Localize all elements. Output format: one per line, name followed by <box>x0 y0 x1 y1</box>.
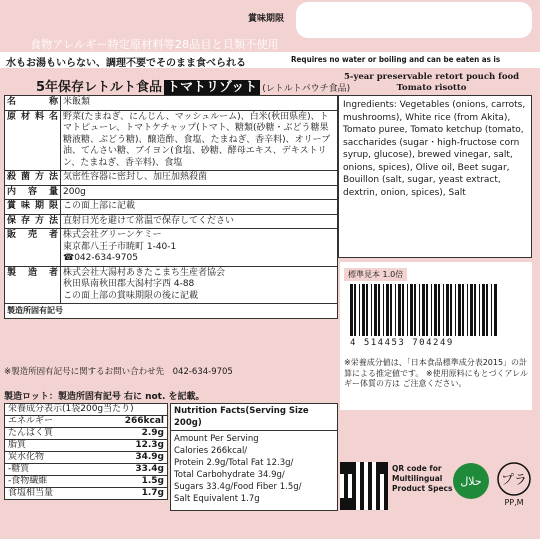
barcode-bar <box>494 284 497 336</box>
qr-module <box>368 502 372 506</box>
qr-module <box>376 490 380 494</box>
nutrition-value: 2.9g <box>91 428 168 440</box>
barcode-bar <box>374 284 377 336</box>
qr-module <box>348 462 352 466</box>
qr-module <box>384 494 388 498</box>
label-key: 販売者 <box>5 229 61 267</box>
ingredients-en: Ingredients: Vegetables (onions, carrots, mushrooms), White rice (from Akita), Tomato puree, Tomato ketchup (tomato, saccharides (sugar・high-fructose corn syrup, glucose), brewed vinegar, salt, onions, spices), Olive oil, Beet sugar, Bouillon (salt, sugar, yeast extract, dextrin, onion, spices), Salt <box>338 95 532 258</box>
allergy-notice: 食物アレルギー特定原材料等28品目と貝類不使用 <box>30 38 279 51</box>
barcode-panel <box>340 262 532 410</box>
qr-module <box>384 462 388 466</box>
qr-module <box>360 470 364 474</box>
qr-module <box>352 482 356 486</box>
qr-module <box>384 502 388 506</box>
label-value: 直射日光を避けて常温で保存してください <box>61 214 338 229</box>
nutrition-key: 食塩相当量 <box>5 488 91 500</box>
barcode-bar <box>443 284 444 336</box>
svg-text:حلال: حلال <box>460 475 482 488</box>
label-value: 気密性容器に密封し、加圧加熱殺菌 <box>61 171 338 186</box>
qr-module <box>344 482 348 486</box>
qr-module <box>344 486 348 490</box>
nutrition-value: 12.3g <box>91 440 168 452</box>
qr-module <box>352 498 356 502</box>
barcode-bar <box>407 284 408 336</box>
qr-module <box>348 498 352 502</box>
barcode-bar <box>450 284 452 336</box>
nutrition-value: 1.7g <box>91 488 168 500</box>
qr-module <box>340 498 344 502</box>
barcode-bar <box>455 284 456 336</box>
barcode-bar <box>486 284 488 336</box>
label-key: 原材料名 <box>5 110 61 171</box>
qr-module <box>348 470 352 474</box>
label-key: 名 称 <box>5 96 61 111</box>
halal-logo-icon <box>452 462 490 500</box>
nutrition-value: 34.9g <box>91 452 168 464</box>
qr-module <box>352 502 356 506</box>
qr-module <box>352 486 356 490</box>
nutrition-value: 33.4g <box>91 464 168 476</box>
qr-module <box>352 466 356 470</box>
label-key: 製造所固有記号 <box>5 304 338 319</box>
qr-module <box>344 494 348 498</box>
qr-module <box>368 486 372 490</box>
label-value: 株式会社大湯村あきたこまち生産者協会 秋田県南秋田郡大潟村字西 4-88 この面上部の賞味期限の後に記載 <box>61 266 338 304</box>
barcode-bar <box>386 284 389 336</box>
label-row <box>5 266 338 304</box>
qr-module <box>380 470 384 474</box>
label-key: 殺菌方法 <box>5 171 61 186</box>
qr-module <box>376 482 380 486</box>
qr-module <box>368 498 372 502</box>
qr-caption: QR code for Multilingual Product Specs <box>392 464 453 493</box>
qr-module <box>344 474 348 478</box>
label-row <box>5 229 338 267</box>
barcode-bar <box>366 284 368 336</box>
barcode-bar <box>419 284 420 336</box>
barcode-bar <box>359 284 360 336</box>
qr-module <box>348 502 352 506</box>
qr-module <box>360 478 364 482</box>
expiry-date-box <box>296 2 532 38</box>
qr-module <box>368 482 372 486</box>
recycle-pp-icon <box>495 460 533 508</box>
label-row <box>5 304 338 319</box>
nutrition-value: 266kcal <box>91 416 168 428</box>
nutrition-row <box>5 488 168 500</box>
qr-module <box>384 478 388 482</box>
qr-module <box>368 478 372 482</box>
qr-module <box>384 482 388 486</box>
nutrition-key: -食物繊維 <box>5 476 91 488</box>
label-table <box>4 95 338 319</box>
nutrition-en-header: Nutrition Facts(Serving Size 200g) <box>171 404 337 431</box>
barcode-bar <box>362 284 365 336</box>
label-key: 内容量 <box>5 185 61 200</box>
barcode-bar <box>446 284 449 336</box>
qr-module <box>368 462 372 466</box>
nutrition-row <box>5 464 168 476</box>
barcode-bar <box>378 284 380 336</box>
label-value: この面上部に記載 <box>61 200 338 215</box>
barcode-number: 4 514453 704249 <box>350 338 454 348</box>
barcode-bar <box>414 284 416 336</box>
qr-module <box>376 466 380 470</box>
qr-module <box>344 502 348 506</box>
barcode-bar <box>474 284 476 336</box>
barcode-bar <box>398 284 401 336</box>
label-key: 保存方法 <box>5 214 61 229</box>
barcode-bar <box>402 284 404 336</box>
label-value: 米飯類 <box>61 96 338 111</box>
barcode-bar <box>383 284 384 336</box>
label-value: 200g <box>61 185 338 200</box>
water-notice-en: Requires no water or boiling and can be eaten as is <box>291 55 501 64</box>
barcode-bar <box>431 284 432 336</box>
qr-module <box>344 478 348 482</box>
nutrition-key: 炭水化物 <box>5 452 91 464</box>
qr-module <box>360 494 364 498</box>
qr-code-icon[interactable] <box>340 462 388 510</box>
barcode-bar <box>350 284 353 336</box>
qr-module <box>360 466 364 470</box>
qr-module <box>376 494 380 498</box>
title-tag: トマトリゾット <box>164 80 260 95</box>
barcode-bar <box>462 284 464 336</box>
qr-module <box>376 486 380 490</box>
qr-module <box>340 502 344 506</box>
nutrition-jp-header: 栄養成分表示(1袋200g当たり) <box>5 404 168 416</box>
qr-module <box>340 462 344 466</box>
expiry-label: 賞味期限 <box>248 14 285 24</box>
qr-module <box>376 470 380 474</box>
barcode-bar <box>482 284 485 336</box>
nutrition-key: たんぱく質 <box>5 428 91 440</box>
barcode-bar <box>479 284 480 336</box>
qr-module <box>384 490 388 494</box>
lot-note: 製造ロット：製造所固有記号 右に not. を記載。 <box>4 392 205 402</box>
barcode-bar <box>467 284 468 336</box>
qr-module <box>376 462 380 466</box>
title-en-line1: 5-year preservable retort pouch food <box>344 72 520 82</box>
barcode-bar <box>422 284 425 336</box>
barcode-bar <box>390 284 392 336</box>
qr-module <box>352 494 356 498</box>
id-note: ※製造所固有記号に関するお問い合わせ先 042-634-9705 <box>4 367 233 377</box>
qr-module <box>340 470 344 474</box>
barcode-bar <box>371 284 372 336</box>
qr-module <box>384 470 388 474</box>
qr-module <box>344 498 348 502</box>
barcode-bar <box>458 284 461 336</box>
nutrition-facts-en <box>170 403 338 511</box>
label-row <box>5 200 338 215</box>
nutrition-row <box>5 416 168 428</box>
qr-module <box>360 498 364 502</box>
label-row <box>5 185 338 200</box>
qr-module <box>352 478 356 482</box>
qr-module <box>368 494 372 498</box>
nutrition-row <box>5 476 168 488</box>
qr-module <box>344 470 348 474</box>
qr-module <box>376 498 380 502</box>
barcode-bar <box>395 284 396 336</box>
qr-module <box>344 490 348 494</box>
ppm-label: PP,M <box>504 498 524 507</box>
water-notice-jp: 水もお湯もいらない、調理不要でそのまま食べられる <box>6 58 246 69</box>
barcode-bar <box>410 284 413 336</box>
nutrition-key: 脂質 <box>5 440 91 452</box>
nutrition-row <box>5 428 168 440</box>
barcode-label: 標準見本 1.0倍 <box>344 268 407 281</box>
barcode-bar <box>434 284 437 336</box>
qr-module <box>360 462 364 466</box>
nutrition-en-body: Amount Per Serving Calories 266kcal/ Protein 2.9g/Total Fat 12.3g/ Total Carbohydrate 34.9g/ Sugars 33.4g/Food Fiber 1.5g/ Salt Equivalent 1.7g <box>174 434 302 504</box>
label-row <box>5 110 338 171</box>
label-row <box>5 171 338 186</box>
nutrition-row <box>5 440 168 452</box>
qr-module <box>368 474 372 478</box>
label-row <box>5 96 338 111</box>
title-prefix: 5年保存レトルト食品 <box>36 80 163 95</box>
qr-module <box>348 466 352 470</box>
qr-module <box>352 470 356 474</box>
qr-module <box>380 462 384 466</box>
product-title-en <box>344 72 519 94</box>
nutrition-table-jp <box>4 403 168 500</box>
qr-module <box>360 482 364 486</box>
svg-text:プラ: プラ <box>500 473 528 488</box>
barcode-bar <box>470 284 473 336</box>
qr-module <box>360 502 364 506</box>
qr-module <box>376 474 380 478</box>
barcode-icon <box>350 284 500 336</box>
label-value: 株式会社グリーンケミー 東京都八王子市暁町 1-40-1 ☎042-634-9705 <box>61 229 338 267</box>
barcode-bar <box>426 284 428 336</box>
qr-module <box>360 474 364 478</box>
nutrition-value: 1.5g <box>91 476 168 488</box>
nutrition-row <box>5 452 168 464</box>
qr-module <box>376 478 380 482</box>
label-key: 賞味期限 <box>5 200 61 215</box>
qr-module <box>344 462 348 466</box>
product-title-jp <box>36 76 350 95</box>
qr-module <box>368 470 372 474</box>
qr-module <box>384 498 388 502</box>
qr-module <box>360 486 364 490</box>
label-row <box>5 214 338 229</box>
qr-module <box>384 474 388 478</box>
barcode-bar <box>354 284 356 336</box>
qr-module <box>384 486 388 490</box>
barcode-bar <box>438 284 440 336</box>
qr-module <box>360 490 364 494</box>
label-value: 野菜(たまねぎ、にんじん、マッシュルーム)、白米(秋田県産)、トマトピューレ、トマトケチャップ(トマト、糖類(砂糖・ぶどう糖果糖液糖、ぶどう糖)、醸造酢、食塩、たまねぎ、香辛料)、オリーブ油、てんさい糖、ブイヨン(食塩、砂糖、酵母エキス、デキストリン、たまねぎ、香辛料)、食塩 <box>61 110 338 171</box>
label-key: 製造者 <box>5 266 61 304</box>
qr-module <box>376 502 380 506</box>
qr-module <box>352 474 356 478</box>
title-en-line2: Tomato risotto <box>396 83 467 93</box>
qr-module <box>368 466 372 470</box>
qr-module <box>384 466 388 470</box>
qr-module <box>344 466 348 470</box>
barcode-bar <box>491 284 492 336</box>
nutrition-key: -糖質 <box>5 464 91 476</box>
qr-module <box>340 466 344 470</box>
qr-module <box>352 490 356 494</box>
qr-module <box>368 490 372 494</box>
nutrition-key: エネルギー <box>5 416 91 428</box>
qr-module <box>380 466 384 470</box>
title-suffix: (レトルトパウチ食品) <box>262 84 351 94</box>
qr-module <box>352 462 356 466</box>
standard-note: ※栄養成分値は、「日本食品標準成分表2015」の計算による推定値です。 ※使用原料にもとづくアレルギー体質の方は ご注意ください。 <box>344 358 528 388</box>
